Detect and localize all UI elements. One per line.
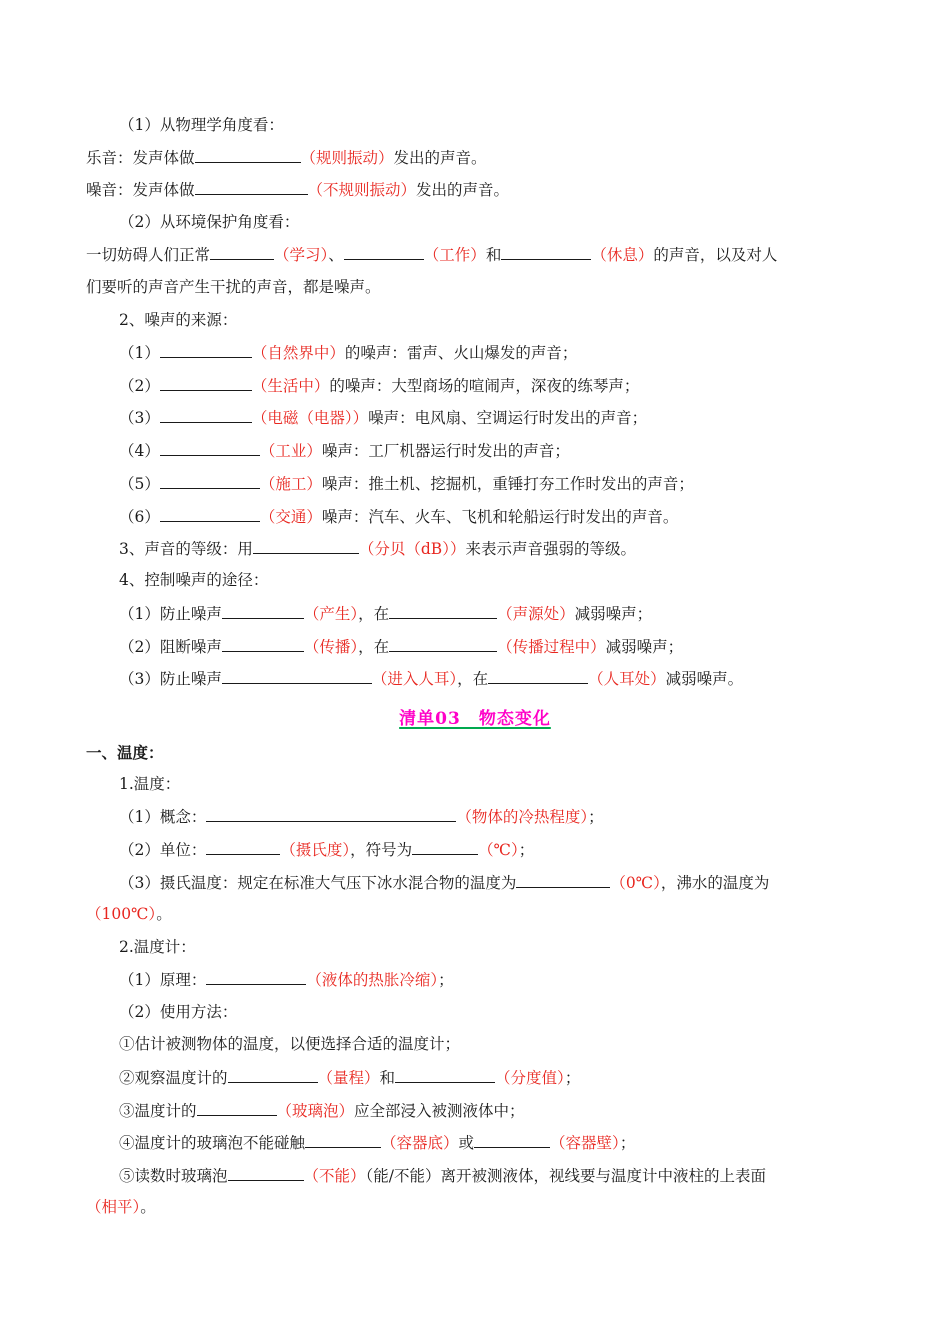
music-sound-line: 乐音：发声体做 （规则振动）发出的声音。 <box>86 146 487 169</box>
answer-text: （交通） <box>259 508 322 526</box>
answer-text: （施工） <box>259 475 322 493</box>
celsius-line-cont: （100℃）。 <box>86 905 172 923</box>
source-item: （2） （生活中）的噪声：大型商场的喧闹声，深夜的练琴声； <box>119 374 639 397</box>
env-definition-line: 一切妨碍人们正常 （学习）、 （工作）和 （休息）的声音，以及对人 <box>86 243 777 266</box>
answer-blank <box>222 667 372 684</box>
answer-blank <box>395 1066 495 1083</box>
answer-text: （传播过程中） <box>497 638 606 656</box>
answer-blank <box>160 406 252 423</box>
answer-text: （容器底） <box>381 1134 459 1152</box>
answer-text: （分度值） <box>495 1069 565 1087</box>
answer-blank <box>488 667 588 684</box>
answer-text: （不能） <box>303 1167 366 1185</box>
noise-sound-line: 噪音：发声体做 （不规则振动）发出的声音。 <box>86 178 509 201</box>
answer-blank <box>197 1099 277 1116</box>
noise-control-heading: 4、控制噪声的途径： <box>119 571 269 589</box>
usage-step-4: ④温度计的玻璃泡不能碰触 （容器底）或 （容器壁）； <box>119 1131 635 1154</box>
answer-text: （不规则振动） <box>307 181 417 199</box>
answer-text: （自然界中） <box>251 344 345 362</box>
noise-sources-heading: 2、噪声的来源： <box>119 311 238 329</box>
answer-text: （℃） <box>478 841 519 859</box>
thermometer-subheading: 2.温度计： <box>119 938 196 956</box>
unit-line: （2）单位： （摄氏度），符号为 （℃）； <box>119 838 534 861</box>
answer-blank <box>195 178 308 195</box>
answer-text: （液体的热胀冷缩） <box>306 971 439 989</box>
source-item: （4） （工业）噪声：工厂机器运行时发出的声音； <box>119 439 570 462</box>
answer-blank <box>389 635 497 652</box>
answer-blank <box>222 602 304 619</box>
answer-blank <box>160 472 260 489</box>
answer-text: （声源处） <box>497 605 575 623</box>
answer-blank <box>222 635 304 652</box>
answer-text: （分贝（dB）） <box>358 540 466 558</box>
usage-step-5: ⑤读数时玻璃泡 （不能）（能/不能）离开被测液体，视线要与温度计中液柱的上表面 <box>119 1164 766 1187</box>
env-definition-cont: 们要听的声音产生干扰的声音，都是噪声。 <box>86 278 381 296</box>
answer-text: （生活中） <box>251 377 330 395</box>
source-item: （3） （电磁（电器））噪声：电风扇、空调运行时发出的声音； <box>119 406 647 429</box>
answer-text: （休息） <box>591 246 654 264</box>
answer-blank <box>228 1066 318 1083</box>
answer-blank <box>344 243 424 260</box>
answer-text: （学习） <box>274 246 329 264</box>
answer-blank <box>195 146 301 163</box>
answer-blank <box>206 968 306 985</box>
source-item: （5） （施工）噪声：推土机、挖掘机，重锤打夯工作时发出的声音； <box>119 472 694 495</box>
answer-blank <box>228 1164 304 1181</box>
answer-blank <box>160 439 260 456</box>
concept-line: （1）概念： （物体的冷热程度）； <box>119 805 604 828</box>
answer-blank <box>501 243 591 260</box>
answer-blank <box>160 374 252 391</box>
temperature-subheading: 1.温度： <box>119 775 181 793</box>
answer-blank <box>412 838 478 855</box>
usage-heading: （2）使用方法： <box>119 1003 238 1021</box>
principle-line: （1）原理： （液体的热胀冷缩）； <box>119 968 454 991</box>
answer-blank <box>474 1131 550 1148</box>
usage-step-5-cont: （相平）。 <box>86 1198 156 1216</box>
answer-text: （工作） <box>423 246 486 264</box>
answer-blank <box>160 341 252 358</box>
sound-level-line: 3、声音的等级：用 （分贝（dB））来表示声音强弱的等级。 <box>119 537 636 560</box>
control-item: （1）防止噪声 （产生），在 （声源处）减弱噪声； <box>119 602 652 625</box>
env-view-heading: （2）从环境保护角度看： <box>119 213 300 231</box>
answer-text: （工业） <box>259 442 322 460</box>
answer-text: （人耳处） <box>588 670 666 688</box>
answer-text: （产生） <box>303 605 359 623</box>
answer-text: （规则振动） <box>300 149 394 167</box>
usage-step-3: ③温度计的 （玻璃泡）应全部浸入被测液体中； <box>119 1099 525 1122</box>
answer-text: （物体的冷热程度） <box>456 808 589 826</box>
answer-text: （量程） <box>317 1069 380 1087</box>
answer-text: （相平） <box>86 1198 141 1216</box>
answer-text: （100℃） <box>86 905 157 923</box>
answer-text: （容器壁） <box>550 1134 620 1152</box>
answer-blank <box>160 505 260 522</box>
answer-blank <box>516 871 610 888</box>
answer-blank <box>305 1131 381 1148</box>
answer-text: （进入人耳） <box>371 670 458 688</box>
answer-blank <box>210 243 274 260</box>
usage-step-1: ①估计被测物体的温度，以便选择合适的温度计； <box>119 1035 461 1053</box>
answer-blank <box>206 805 456 822</box>
answer-text: （0℃） <box>610 874 661 892</box>
physics-view-heading: （1）从物理学角度看： <box>119 116 284 134</box>
answer-text: （电磁（电器）） <box>251 409 369 427</box>
control-item: （3）防止噪声 （进入人耳），在 （人耳处）减弱噪声。 <box>119 667 743 690</box>
source-item: （1） （自然界中）的噪声：雷声、火山爆发的声音； <box>119 341 577 364</box>
answer-text: （摄氏度） <box>280 841 351 859</box>
answer-blank <box>206 838 280 855</box>
answer-blank <box>253 537 359 554</box>
control-item: （2）阻断噪声 （传播），在 （传播过程中）减弱噪声； <box>119 635 683 658</box>
usage-step-2: ②观察温度计的 （量程）和 （分度值）； <box>119 1066 580 1089</box>
temperature-heading: 一、温度： <box>86 743 164 762</box>
section-title: 清单03 物态变化 <box>399 709 551 729</box>
answer-blank <box>389 602 497 619</box>
answer-text: （玻璃泡） <box>276 1102 355 1120</box>
celsius-line: （3）摄氏温度：规定在标准大气压下冰水混合物的温度为 （0℃），沸水的温度为 <box>119 871 769 894</box>
answer-text: （传播） <box>303 638 359 656</box>
source-item: （6） （交通）噪声：汽车、火车、飞机和轮船运行时发出的声音。 <box>119 505 678 528</box>
